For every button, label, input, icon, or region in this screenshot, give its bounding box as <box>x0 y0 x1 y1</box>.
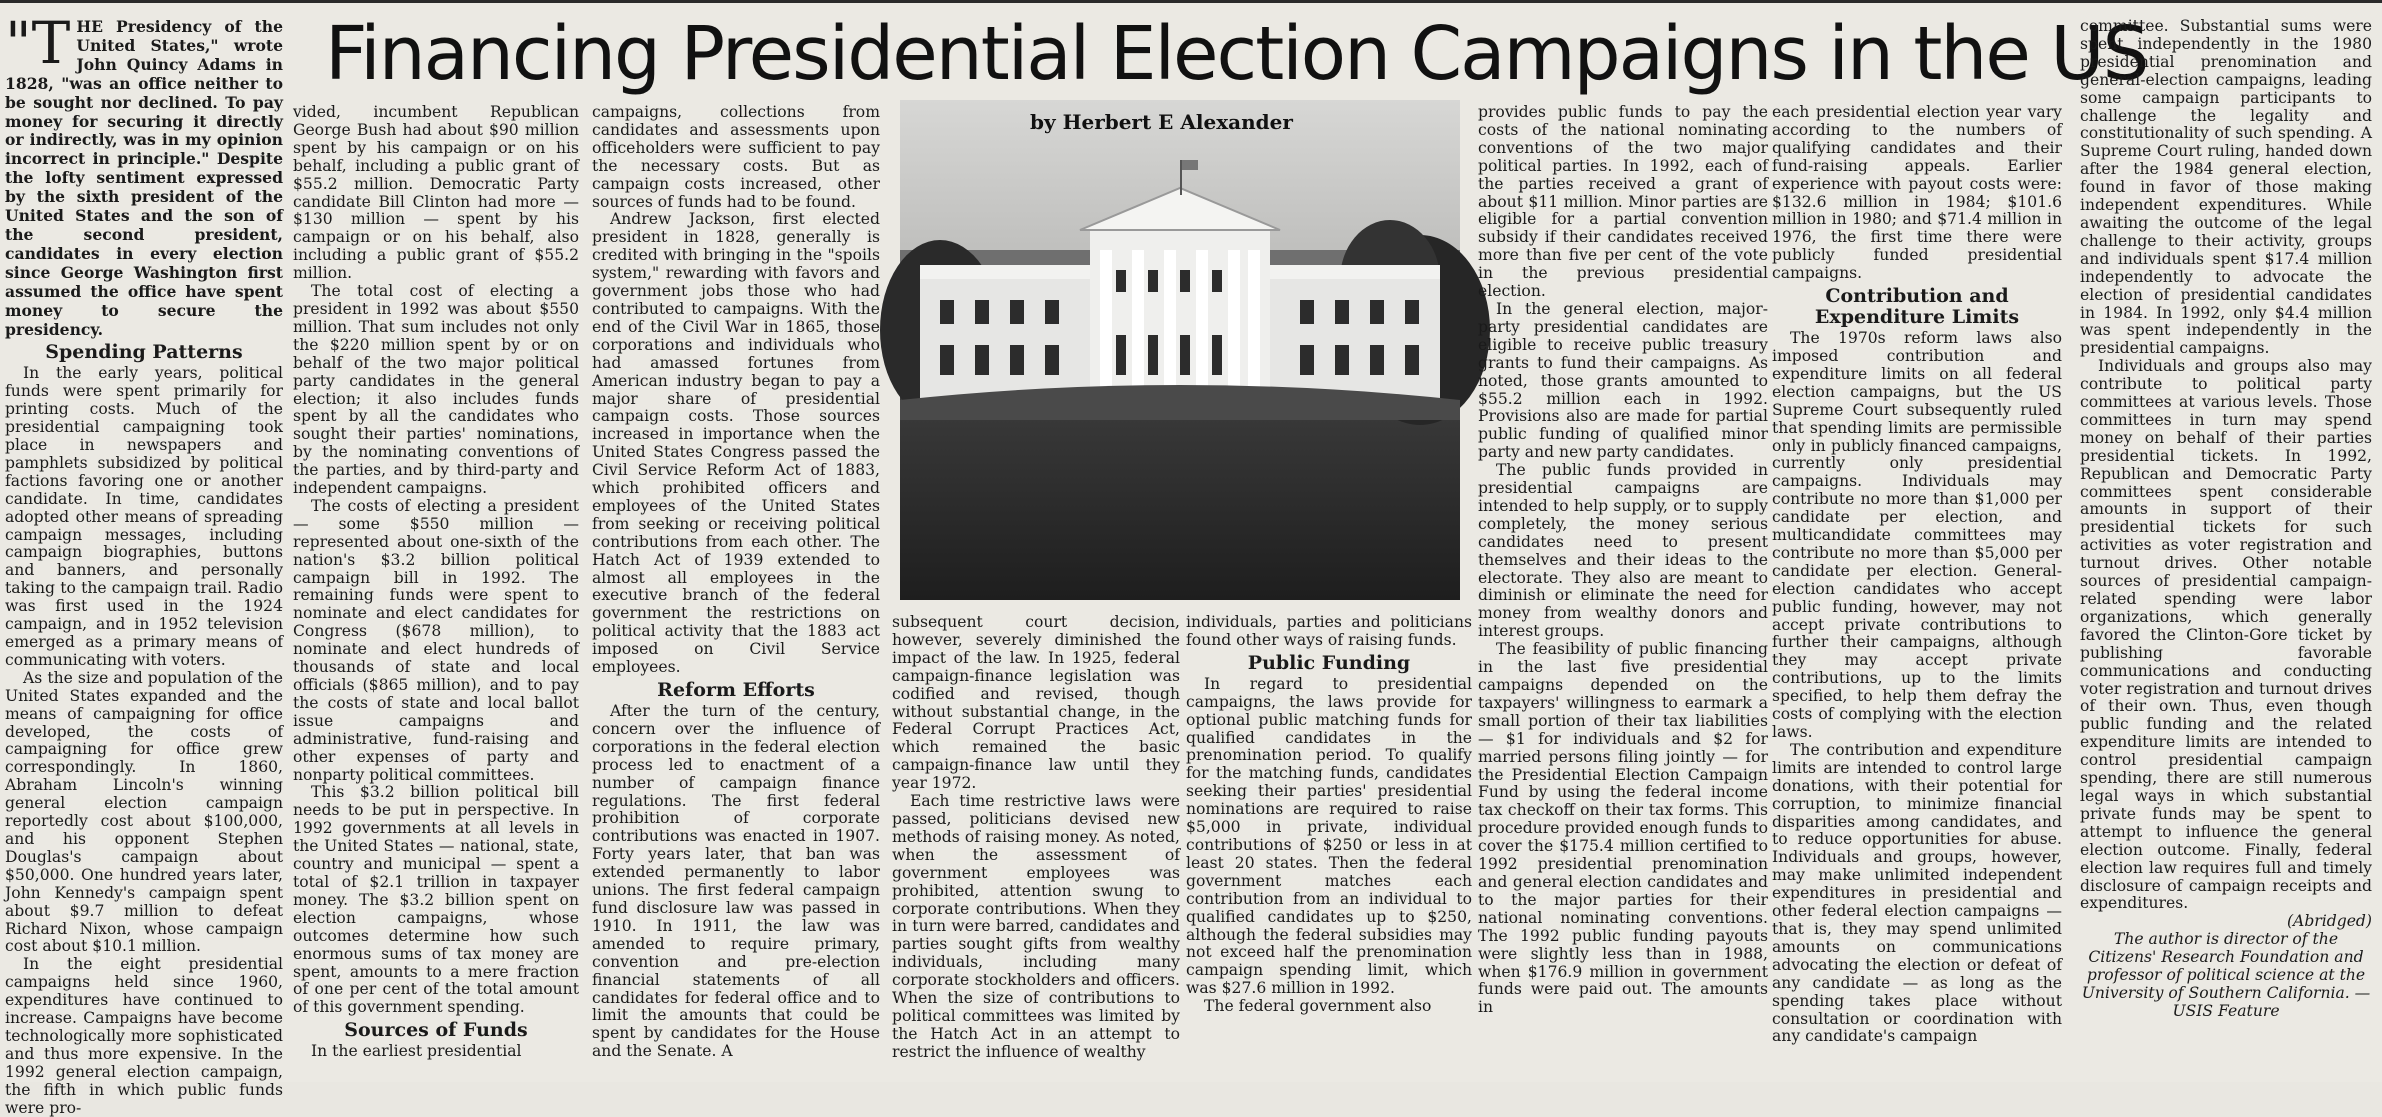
section-heading: Sources of Funds <box>344 1019 528 1042</box>
white-house-illustration <box>900 100 1460 600</box>
lead-text: HE Presidency of the United States," wrote John Quincy Adams in 1828, "was an office neither to be sought nor declined. To pay money for securing it directly or indirectly, was in my opinion incorrect in principle." Despite the lofty sentiment expressed by the sixth president of the United States and the son of the second president, candidates in every election since George Washington first assumed the office have spent money to secure the presidency. <box>5 17 283 339</box>
paragraph: In the early years, political funds were spent primarily for printing costs. Much of the presidential campaigning took place in newspapers and pamphlets subsidized by political factions favoring one or another candidate. In time, candidates adopted other means of spreading campaign messages, including campaign biographies, buttons and banners, and personally taking to the campaign trail. Radio was first used in the 1924 campaign, and in 1952 television emerged as a primary means of communicating with voters. <box>5 364 283 669</box>
section-heading: Contribution and Expenditure Limits <box>1814 285 2020 329</box>
paragraph: Each time restrictive laws were passed, politicians devised new methods of raising money. As noted, when the assessment of government employees was prohibited, attention swung to corporate contributions. When they in turn were barred, candidates and parties sought gifts from wealthy individuals, including many corporate stockholders and officers. When the size of contributions to political committees was limited by the Hatch Act in an attempt to restrict the influence of wealthy <box>892 792 1180 1061</box>
column-4 <box>892 614 1180 1076</box>
paragraph: each presidential election year vary according to the numbers of qualifying candidates and their fund-raising appeals. Earlier experience with payout costs were: $132.6 million in 1984; $101.6 million in 1980; and $71.4 million in 1976, the first time there were publicly funded presidential campaigns. <box>1772 103 2062 283</box>
top-rule <box>0 0 2382 3</box>
paragraph: In the eight presidential campaigns held since 1960, expenditures have continued to increase. Campaigns have become technologically more sophisticated and thus more expensive. In the 1992 general election campaign, the fifth in which public funds were pro- <box>5 955 283 1117</box>
paragraph: The federal government also <box>1204 997 1432 1016</box>
column-3 <box>592 104 880 1074</box>
section-heading: Public Funding <box>1247 651 1411 674</box>
abridged-note: (Abridged) <box>2286 912 2372 931</box>
drop-cap: "T <box>5 9 71 77</box>
paragraph: In the earliest presidential <box>311 1042 522 1061</box>
paragraph: The public funds provided in presidential campaigns are intended to help supply, or to supply completely, the money serious candidates need to present themselves and their ideas to the electorate. They also are meant to diminish or eliminate the need for money from wealthy donors and interest groups. <box>1478 461 1768 641</box>
author-note: The author is director of the Citizens' Research Foundation and professor of political science at the University of Southern California. — USIS Feature <box>2081 930 2371 1020</box>
paragraph: committee. Substantial sums were spent independently in the 1980 presidential prenomination and general-election campaigns, leading some campaign participants to challenge the legality and constitutionality of such spending. A Supreme Court ruling, handed down after the 1984 general election, found in favor of those making independent expenditures. While awaiting the outcome of the legal challenge to their activity, groups and individuals spent $17.4 million independently to advocate the election of presidential candidates in 1984. In 1992, only $4.4 million was spent independently in the presidential campaigns. <box>2080 17 2372 358</box>
column-7 <box>1772 104 2062 1074</box>
paragraph: In the general election, major-party presidential candidates are eligible to receive public treasury grants to fund their campaigns. As noted, those grants amounted to $55.2 million each in 1992. Provisions also are made for partial public funding of qualified minor party and new party candidates. <box>1478 299 1768 462</box>
paragraph: The total cost of electing a president in 1992 was about $550 million. That sum includes not only the $220 million spent by or on behalf of the two major political party candidates in the general election; it also includes funds spent by all the candidates who sought their parties' nominations, by the nominating conventions of the parties, and by third-party and independent campaigns. <box>293 282 579 498</box>
paragraph: After the turn of the century, concern over the influence of corporations in the federal election process led to enactment of a number of campaign finance regulations. The first federal prohibition of corporate contributions was enacted in 1907. Forty years later, that ban was extended permanently to labor unions. The first federal campaign fund disclosure law was passed in 1910. In 1911, the law was amended to require primary, convention and pre-election financial statements of all candidates for federal office and to limit the amounts that could be spent by candidates for the House and the Senate. A <box>592 702 880 1061</box>
paragraph: campaigns, collections from candidates and assessments upon officeholders were sufficient to pay the necessary costs. But as campaign costs increased, other sources of funds had to be found. <box>592 103 880 211</box>
paragraph: The costs of electing a president — some $550 million — represented about one-sixth of the nation's $3.2 billion political campaign bill in 1992. The remaining funds were spent to nominate and elect candidates for Congress ($678 million), to nominate and elect hundreds of thousands of state and local officials ($865 million), and to pay the costs of state and local ballot issue campaigns and administrative, fund-raising and other expenses of party and nonparty political committees. <box>293 496 579 784</box>
column-2 <box>293 104 579 1074</box>
paragraph: This $3.2 billion political bill needs to be put in perspective. In 1992 governments at all levels in the United States — national, state, country and municipal — spent a total of $2.1 trillion in taxpayer money. The $3.2 billion spent on election campaigns, whose outcomes determine how such enormous sums of tax money are spent, amounts to a mere fraction of one per cent of the total amount of this government spending. <box>293 783 579 1017</box>
paragraph: As the size and population of the United States expanded and the means of campaigning for office developed, the costs of campaigning for office grew correspondingly. In 1860, Abraham Lincoln's winning general election campaign reportedly cost about $100,000, and his opponent Stephen Douglas's campaign about $50,000. One hundred years later, John Kennedy's campaign spent about $9.7 million to defeat Richard Nixon, whose campaign cost about $10.1 million. <box>5 668 283 956</box>
section-heading: Spending Patterns <box>45 341 243 364</box>
paragraph: provides public funds to pay the costs of the national nominating conventions of the two major political parties. In 1992, each of the parties received a grant of about $11 million. Minor parties are eligible for a partial convention subsidy if their candidates received more than five per cent of the vote in the previous presidential election. <box>1478 103 1768 301</box>
lead-paragraph <box>5 9 283 339</box>
paragraph: The feasibility of public financing in the last five presidential campaigns depended on the taxpayers' willingness to earmark a small portion of their tax liabilities — $1 for individuals and $2 for married persons filing jointly — for the Presidential Election Campaign Fund by using the federal income tax checkoff on their tax forms. This procedure provided enough funds to cover the $175.4 million certified to 1992 presidential prenomination and general election candidates and to the major parties for their national nominating conventions. The 1992 public funding payouts were slightly less than in 1988, when $176.9 million in government funds were paid out. The amounts in <box>1478 640 1768 1017</box>
column-8 <box>2080 18 2372 1078</box>
headline: Financing Presidential Election Campaigns in the US <box>325 11 2148 97</box>
paragraph: subsequent court decision, however, severely diminished the impact of the law. In 1925, federal campaign-finance legislation was codified and revised, though without substantial change, in the Federal Corrupt Practices Act, which remained the basic campaign-finance law until they year 1972. <box>892 613 1180 793</box>
column-6 <box>1478 104 1768 1074</box>
column-1 <box>5 9 283 1117</box>
paragraph: The contribution and expenditure limits are intended to control large donations, with their potential for corruption, to minimize financial disparities among candidates, and to reduce opportunities for abuse. Individuals and groups, however, may make unlimited independent expenditures in presidential and other federal election campaigns — that is, they may spend unlimited amounts on communications advocating the election or defeat of any candidate — as long as the spending takes place without consultation or coordination with any candidate's campaign <box>1772 740 2062 1046</box>
section-heading: Reform Efforts <box>657 679 815 701</box>
paragraph: vided, incumbent Republican George Bush had about $90 million spent by his campaign or on his behalf, including a public grant of $55.2 million. Democratic Party candidate Bill Clinton had more — $130 million — spent by his campaign or on his behalf, also including a public grant of $55.2 million. <box>293 103 579 283</box>
paragraph: The 1970s reform laws also imposed contribution and expenditure limits on all federal election campaigns, but the US Supreme Court subsequently ruled that spending limits are permissible only in publicly financed campaigns, currently only presidential campaigns. Individuals may contribute no more than $1,000 per candidate per election, and multicandidate committees may contribute no more than $5,000 per candidate per election. General-election candidates who accept public funding, however, may not accept private contributions to further their campaigns, although they may accept private contributions, up to the limits specified, to help them defray the costs of complying with the election laws. <box>1772 329 2062 741</box>
paragraph: Individuals and groups also may contribute to political party committees at various levels. Those committees in turn may spend money on behalf of their parties presidential tickets. In 1992, Republican and Democratic Party committees spent considerable amounts in support of their presidential tickets for such activities as voter registration and turnout drives. Other notable sources of presidential campaign-related spending were labor organizations, which generally favored the Clinton-Gore ticket by publishing favorable communications and conducting voter registration and turnout drives of their own. Thus, even though public funding and the related expenditure limits are intended to control presidential campaign spending, there are still numerous legal ways in which substantial private funds may be spent to attempt to influence the general election outcome. Finally, federal election law requires full and timely disclosure of campaign receipts and expenditures. <box>2080 357 2372 913</box>
column-5 <box>1186 614 1472 1076</box>
byline: by Herbert E Alexander <box>1030 110 1293 134</box>
paragraph: individuals, parties and politicians found other ways of raising funds. <box>1186 613 1472 649</box>
white-house-photo <box>900 100 1460 600</box>
paragraph: In regard to presidential campaigns, the laws provide for optional public matching funds for qualified candidates in the prenomination period. To qualify for the matching funds, candidates seeking their parties' presidential nominations are required to raise $5,000 in private, individual contributions of $250 or less in at least 20 states. Then the federal government matches each contribution from an individual to qualified candidates up to $250, although the federal subsidies may not exceed half the prenomination campaign spending limit, which was $27.6 million in 1992. <box>1186 674 1472 998</box>
paragraph: Andrew Jackson, first elected president in 1828, generally is credited with bringing in the "spoils system," rewarding with favors and government jobs those who had contributed to campaigns. With the end of the Civil War in 1865, those corporations and individuals who had amassed fortunes from American industry began to pay a major share of presidential campaign costs. Those sources increased in importance when the United States Congress passed the Civil Service Reform Act of 1883, which prohibited officers and employees of the United States from seeking or receiving political contributions from each other. The Hatch Act of 1939 extended to almost all employees in the executive branch of the federal government the restrictions on political activity that the 1883 act imposed on Civil Service employees. <box>592 210 880 677</box>
